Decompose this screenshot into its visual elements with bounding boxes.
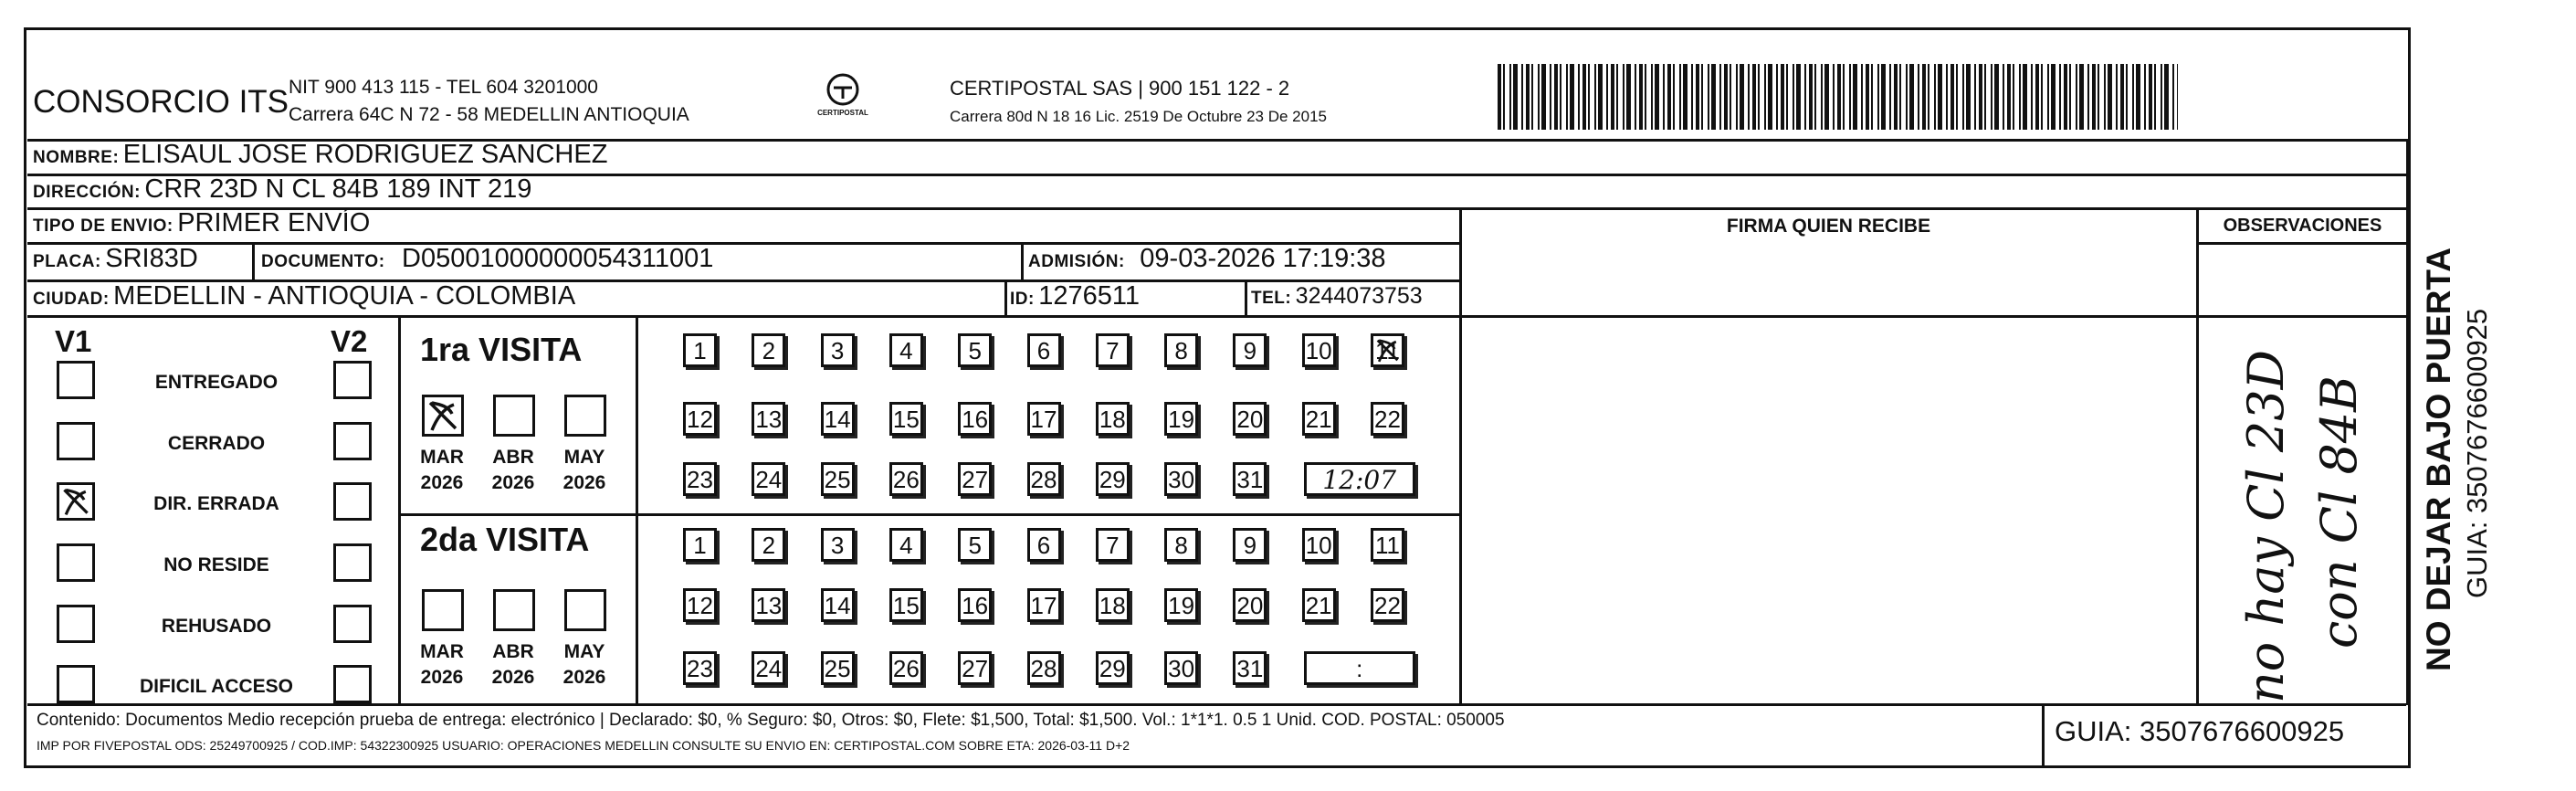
v1-checkbox[interactable] <box>57 605 95 643</box>
visit1-title: 1ra VISITA <box>420 331 583 368</box>
admision-label: ADMISIÓN: <box>1028 252 1125 271</box>
v1-checkbox[interactable] <box>57 665 95 703</box>
v1-checkbox[interactable] <box>57 361 95 399</box>
check-x-icon <box>1373 336 1402 364</box>
placa-value: SRI83D <box>105 244 198 273</box>
day-box[interactable]: 16 <box>958 402 992 436</box>
v2-label: V2 <box>331 324 368 358</box>
direccion-label: DIRECCIÓN: <box>33 183 141 202</box>
tel-label: TEL: <box>1251 289 1292 308</box>
v2-checkbox[interactable] <box>333 422 372 460</box>
month-checkbox[interactable] <box>422 589 464 631</box>
status-option-label: NO RESIDE <box>163 554 269 575</box>
day-box[interactable]: 5 <box>958 333 992 367</box>
day-box[interactable]: 1 <box>683 528 717 562</box>
day-box[interactable]: 30 <box>1164 651 1198 685</box>
day-box[interactable]: 18 <box>1096 588 1130 622</box>
v2-checkbox[interactable] <box>333 665 372 703</box>
ciudad-label: CIUDAD: <box>33 290 110 309</box>
tipo-value: PRIMER ENVÍO <box>177 208 371 237</box>
status-option-label: ENTREGADO <box>154 372 279 393</box>
tipo-row <box>33 208 370 238</box>
observation-handwriting-1: no hay Cl 23D <box>2237 350 2295 703</box>
day-box[interactable]: 7 <box>1096 528 1130 562</box>
day-box[interactable]: 17 <box>1027 588 1061 622</box>
day-box[interactable]: 2 <box>752 528 785 562</box>
month-checkbox[interactable] <box>493 395 535 437</box>
tel-value: 3244073753 <box>1295 283 1423 309</box>
month-checkbox[interactable] <box>422 395 464 437</box>
observation-handwriting-2: con Cl 84B <box>2310 375 2368 649</box>
id-label: ID: <box>1010 290 1035 309</box>
documento-value: D05001000000054311001 <box>402 244 714 273</box>
day-box[interactable]: 4 <box>889 528 923 562</box>
side-guia: GUIA: 3507676600925 <box>2461 308 2493 598</box>
placa-label: PLACA: <box>33 252 101 271</box>
month-label: MAY 2026 <box>563 641 606 688</box>
day-box[interactable]: 27 <box>958 462 992 496</box>
day-box[interactable]: 6 <box>1027 528 1061 562</box>
day-box[interactable]: 28 <box>1027 462 1061 496</box>
barcode <box>1498 64 2178 130</box>
month-label: MAY 2026 <box>563 447 606 493</box>
day-box[interactable]: 15 <box>889 402 923 436</box>
day-box[interactable]: 8 <box>1164 528 1198 562</box>
day-box[interactable]: 7 <box>1096 333 1130 367</box>
day-box[interactable]: 27 <box>958 651 992 685</box>
day-box[interactable]: 19 <box>1164 588 1198 622</box>
day-box[interactable]: 23 <box>683 462 717 496</box>
day-box[interactable]: 11 <box>1371 528 1404 562</box>
day-box[interactable]: 6 <box>1027 333 1061 367</box>
ciudad-row <box>33 281 575 311</box>
v1-checkbox[interactable] <box>57 422 95 460</box>
day-box[interactable]: 9 <box>1233 528 1267 562</box>
day-box[interactable]: 29 <box>1096 462 1130 496</box>
day-box[interactable]: 25 <box>821 462 855 496</box>
day-box[interactable]: 21 <box>1302 588 1336 622</box>
check-x-icon <box>59 485 92 518</box>
company-name: CONSORCIO ITS <box>33 84 289 120</box>
time-box[interactable]: : <box>1304 651 1415 685</box>
ciudad-value: MEDELLIN - ANTIOQUIA - COLOMBIA <box>113 281 576 311</box>
divider <box>398 315 401 703</box>
direccion-value: CRR 23D N CL 84B 189 INT 219 <box>144 174 532 204</box>
v1-label: V1 <box>55 324 92 358</box>
day-box[interactable]: 13 <box>752 402 785 436</box>
tipo-label: TIPO DE ENVIO: <box>33 216 173 236</box>
certipostal-logo-icon <box>825 71 861 108</box>
day-box[interactable]: 5 <box>958 528 992 562</box>
day-box[interactable]: 22 <box>1371 588 1404 622</box>
nombre-value: ELISAUL JOSE RODRIGUEZ SANCHEZ <box>122 140 608 169</box>
day-box[interactable]: 13 <box>752 588 785 622</box>
status-option-label: DIR. ERRADA <box>153 493 279 514</box>
divider <box>27 703 2406 706</box>
day-box[interactable]: 24 <box>752 651 785 685</box>
day-box[interactable]: 26 <box>889 651 923 685</box>
divider <box>27 315 2406 318</box>
day-box[interactable]: 30 <box>1164 462 1198 496</box>
imp-line: IMP POR FIVEPOSTAL ODS: 25249700925 / COD.IMP: 54322300925 USUARIO: OPERACIONES MEDELLIN CONSULTE SU ENVIO EN: CERTIPOSTAL.COM SOBRE ETA: 2026-03-11 D+2 <box>37 738 1130 753</box>
status-option-label: DIFICIL ACCESO <box>139 676 293 697</box>
day-box[interactable]: 9 <box>1233 333 1267 367</box>
day-box[interactable]: 18 <box>1096 402 1130 436</box>
day-box[interactable]: 8 <box>1164 333 1198 367</box>
side-warning: NO DEJAR BAJO PUERTA <box>2420 248 2457 671</box>
month-label: MAR 2026 <box>420 641 464 688</box>
day-box[interactable]: 16 <box>958 588 992 622</box>
divider <box>2406 139 2409 705</box>
day-box[interactable]: 19 <box>1164 402 1198 436</box>
day-box[interactable]: 20 <box>1233 588 1267 622</box>
day-box[interactable]: 14 <box>821 588 855 622</box>
admision-row <box>1028 244 1386 274</box>
divider <box>2196 207 2199 705</box>
certipostal-logo <box>811 71 875 124</box>
carrier-name: CERTIPOSTAL SAS | 900 151 122 - 2 <box>950 77 1290 100</box>
admision-value: 09-03-2026 17:19:38 <box>1140 244 1386 273</box>
divider <box>636 315 638 703</box>
day-box[interactable]: 3 <box>821 528 855 562</box>
day-box[interactable]: 3 <box>821 333 855 367</box>
divider <box>1245 279 1247 315</box>
month-label: ABR 2026 <box>491 447 535 493</box>
divider <box>2196 242 2406 245</box>
guia-box: GUIA: 3507676600925 <box>2055 715 2345 747</box>
firma-label: FIRMA QUIEN RECIBE <box>1726 216 1931 237</box>
v2-checkbox[interactable] <box>333 543 372 582</box>
day-box[interactable]: 10 <box>1302 528 1336 562</box>
logo-text: CERTIPOSTAL <box>817 109 868 117</box>
day-box[interactable]: 4 <box>889 333 923 367</box>
day-box[interactable]: 12 <box>683 588 717 622</box>
day-box[interactable]: 14 <box>821 402 855 436</box>
day-box[interactable]: 24 <box>752 462 785 496</box>
v1-checkbox[interactable] <box>57 543 95 582</box>
day-box[interactable]: 12 <box>683 402 717 436</box>
company-nit: NIT 900 413 115 - TEL 604 3201000 <box>289 77 598 98</box>
day-box[interactable]: 29 <box>1096 651 1130 685</box>
day-box[interactable]: 2 <box>752 333 785 367</box>
divider <box>27 207 2406 210</box>
divider <box>1004 279 1007 315</box>
day-box[interactable]: 11 <box>1371 333 1404 367</box>
month-label: MAR 2026 <box>420 447 464 493</box>
day-box[interactable]: 20 <box>1233 402 1267 436</box>
time-box[interactable]: 12:07 <box>1304 462 1415 496</box>
day-box[interactable]: 25 <box>821 651 855 685</box>
day-box[interactable]: 22 <box>1371 402 1404 436</box>
day-box[interactable]: 17 <box>1027 402 1061 436</box>
month-label: ABR 2026 <box>491 641 535 688</box>
direccion-row <box>33 174 531 205</box>
id-value: 1276511 <box>1038 281 1141 311</box>
v2-checkbox[interactable] <box>333 482 372 521</box>
documento-label: DOCUMENTO: <box>261 252 385 271</box>
month-checkbox[interactable] <box>564 395 606 437</box>
month-checkbox[interactable] <box>493 589 535 631</box>
day-box[interactable]: 15 <box>889 588 923 622</box>
nombre-label: NOMBRE: <box>33 148 120 167</box>
v1-checkbox[interactable] <box>57 482 95 521</box>
carrier-address: Carrera 80d N 18 16 Lic. 2519 De Octubre 23 De 2015 <box>950 108 1327 125</box>
divider <box>1459 207 1462 705</box>
tel-row <box>1251 283 1423 310</box>
month-checkbox[interactable] <box>564 589 606 631</box>
day-box[interactable]: 26 <box>889 462 923 496</box>
documento-row <box>261 244 713 274</box>
observaciones-label: OBSERVACIONES <box>2223 216 2382 236</box>
day-box[interactable]: 23 <box>683 651 717 685</box>
placa-row <box>33 244 198 274</box>
company-address: Carrera 64C N 72 - 58 MEDELLIN ANTIOQUIA <box>289 104 689 125</box>
divider <box>398 513 1461 516</box>
day-box[interactable]: 31 <box>1233 462 1267 496</box>
nombre-row <box>33 140 607 170</box>
check-x-icon <box>425 397 461 434</box>
visit2-title: 2da VISITA <box>420 521 590 558</box>
day-box[interactable]: 1 <box>683 333 717 367</box>
day-box[interactable]: 21 <box>1302 402 1336 436</box>
status-option-label: REHUSADO <box>161 616 272 637</box>
divider <box>252 242 255 279</box>
status-option-label: CERRADO <box>167 433 266 454</box>
divider <box>1021 242 1024 279</box>
id-row <box>1010 281 1140 311</box>
day-box[interactable]: 31 <box>1233 651 1267 685</box>
day-box[interactable]: 10 <box>1302 333 1336 367</box>
day-box[interactable]: 28 <box>1027 651 1061 685</box>
v2-checkbox[interactable] <box>333 605 372 643</box>
divider <box>2042 705 2045 765</box>
content-line: Contenido: Documentos Medio recepción prueba de entrega: electrónico | Declarado: $0, % Seguro: $0, Otros: $0, Flete: $1,500, Total: $1,500. Vol.: 1*1*1. 0.5 1 Unid. COD. POSTAL: 050005 <box>37 711 1505 730</box>
v2-checkbox[interactable] <box>333 361 372 399</box>
